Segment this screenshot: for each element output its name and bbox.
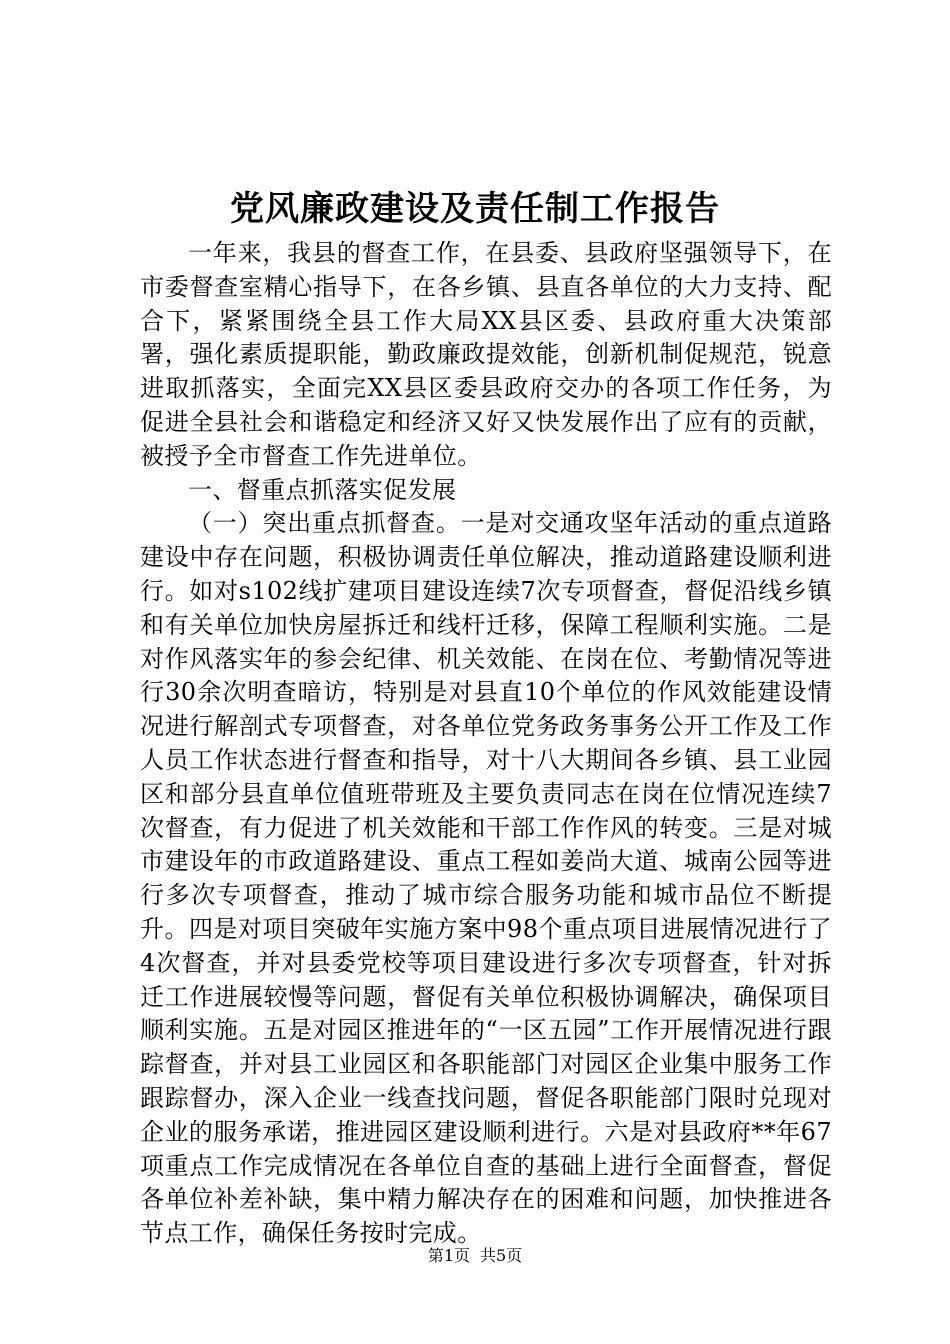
- section-heading: 一、督重点抓落实促发展: [188, 475, 457, 504]
- page-footer: [0, 1245, 950, 1267]
- page-number-current: 第1页: [427, 1246, 470, 1265]
- intro-paragraph: 一年来，我县的督查工作，在县委、县政府坚强领导下，在市委督查室精心指导下，在各乡镇、县直各单位的大力支持、配合下，紧紧围绕全县工作大局XX县区委、县政府重大决策部署，强化素质提职能，勤政廉政提效能，创新机制促规范，锐意进取抓落实，全面完XX县区委县政府交办的各项工作任务，为促进全县社会和谐稳定和经济又好又快发展作出了应有的贡献，被授予全市督查工作先进单位。: [140, 239, 832, 470]
- section-paragraph: （一）突出重点抓督查。一是对交通攻坚年活动的重点道路建设中存在问题，积极协调责任单位解决，推动道路建设顺利进行。如对s102线扩建项目建设连续7次专项督查，督促沿线乡镇和有关单位加快房屋拆迁和线杆迁移，保障工程顺利实施。二是对作风落实年的参会纪律、机关效能、在岗在位、考勤情况等进行30余次明查暗访，特别是对县直10个单位的作风效能建设情况进行解剖式专项督查，对各单位党务政务事务公开工作及工作人员工作状态进行督查和指导，对十八大期间各乡镇、县工业园区和部分县直单位值班带班及主要负责同志在岗在位情况连续7次督查，有力促进了机关效能和干部工作作风的转变。三是对城市建设年的市政道路建设、重点工程如姜尚大道、城南公园等进行多次专项督查，推动了城市综合服务功能和城市品位不断提升。四是对项目突破年实施方案中98个重点项目进展情况进行了4次督查，并对县委党校等项目建设进行多次专项督查，针对拆迁工作进展较慢等问题，督促有关单位积极协调解决，确保项目顺利实施。五是对园区推进年的“一区五园”工作开展情况进行跟踪督查，并对县工业园区和各职能部门对园区企业集中服务工作跟踪督办，深入企业一线查找问题，督促各职能部门限时兑现对企业的服务承诺，推进园区建设顺利进行。六是对县政府**年67项重点工作完成情况在各单位自查的基础上进行全面督查，督促各单位补差补缺，集中精力解决存在的困难和问题，加快推进各节点工作，确保任务按时完成。: [140, 509, 832, 1248]
- document-body: [140, 237, 832, 1251]
- page-number-total: 共5页: [480, 1246, 523, 1265]
- document-title: 党风廉政建设及责任制工作报告: [230, 189, 720, 229]
